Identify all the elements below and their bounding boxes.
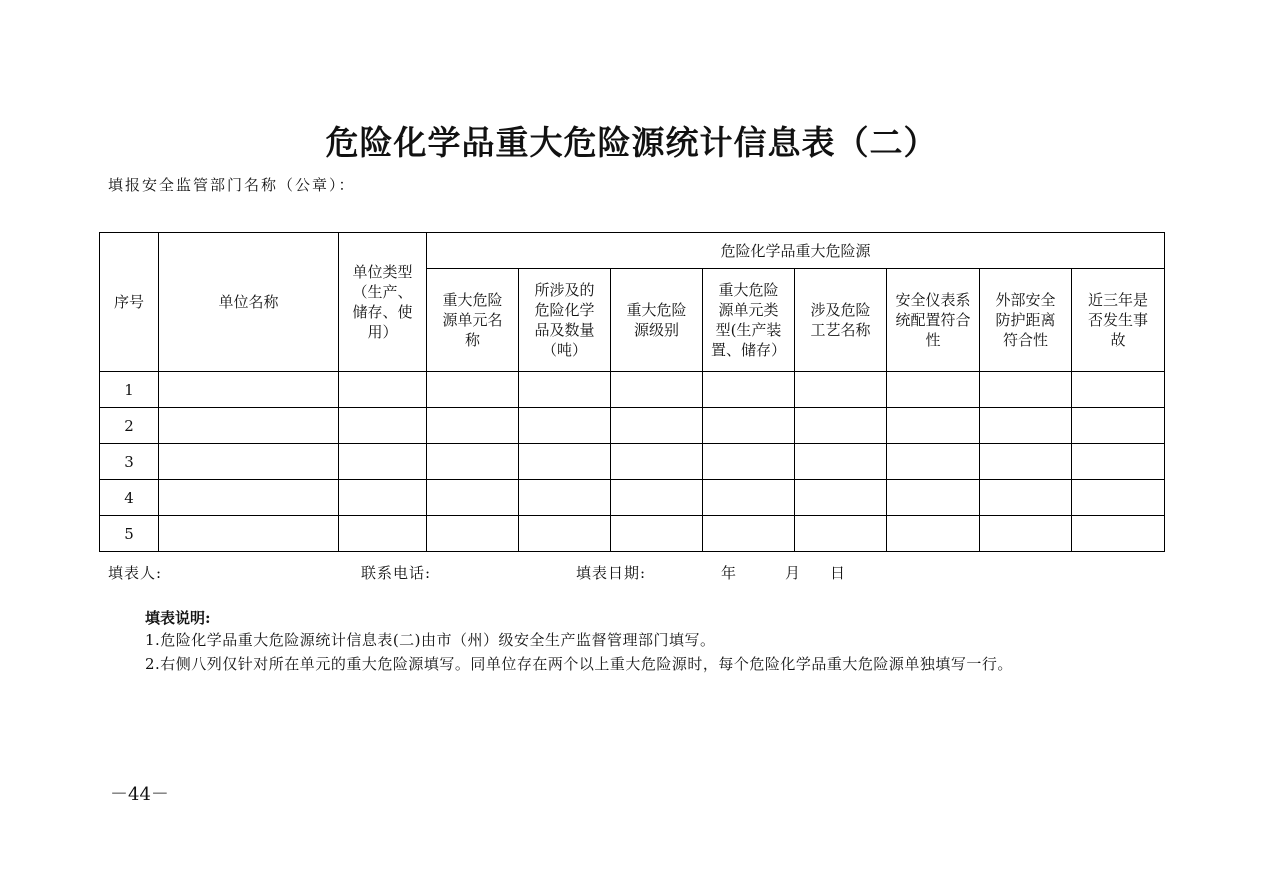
page-number: －44－ xyxy=(110,784,169,805)
table-row xyxy=(100,372,1165,408)
cell[interactable] xyxy=(795,480,887,516)
cell[interactable] xyxy=(339,372,427,408)
cell[interactable] xyxy=(339,480,427,516)
cell[interactable] xyxy=(427,444,519,480)
header-safety-distance: 外部安全 防护距离 符合性 xyxy=(980,269,1072,372)
header-unit-name: 单位名称 xyxy=(159,233,339,372)
header-safety-instrument: 安全仪表系 统配置符合 性 xyxy=(887,269,980,372)
row-number: 3 xyxy=(100,444,159,480)
cell[interactable] xyxy=(795,516,887,552)
date-label: 填表日期: xyxy=(576,564,647,582)
header-hazard-level: 重大危险 源级别 xyxy=(611,269,703,372)
cell[interactable] xyxy=(427,480,519,516)
cell[interactable] xyxy=(1072,408,1165,444)
cell[interactable] xyxy=(339,516,427,552)
row-number: 1 xyxy=(100,372,159,408)
row-number: 4 xyxy=(100,480,159,516)
cell[interactable] xyxy=(980,372,1072,408)
cell[interactable] xyxy=(703,444,795,480)
cell[interactable] xyxy=(519,444,611,480)
cell[interactable] xyxy=(887,372,980,408)
header-chemicals-quantity: 所涉及的 危险化学 品及数量 （吨） xyxy=(519,269,611,372)
cell[interactable] xyxy=(887,516,980,552)
cell[interactable] xyxy=(519,408,611,444)
row-number: 2 xyxy=(100,408,159,444)
cell[interactable] xyxy=(519,516,611,552)
cell[interactable] xyxy=(339,444,427,480)
cell[interactable] xyxy=(611,372,703,408)
cell[interactable] xyxy=(611,516,703,552)
cell[interactable] xyxy=(159,372,339,408)
header-accident-history: 近三年是 否发生事 故 xyxy=(1072,269,1165,372)
cell[interactable] xyxy=(980,408,1072,444)
hazard-source-table xyxy=(99,232,1165,552)
cell[interactable] xyxy=(1072,480,1165,516)
table-row xyxy=(100,516,1165,552)
date-month-label: 月 xyxy=(785,564,802,582)
cell[interactable] xyxy=(611,444,703,480)
header-seq: 序号 xyxy=(100,233,159,372)
cell[interactable] xyxy=(611,408,703,444)
cell[interactable] xyxy=(795,408,887,444)
cell[interactable] xyxy=(159,444,339,480)
cell[interactable] xyxy=(1072,444,1165,480)
cell[interactable] xyxy=(703,480,795,516)
cell[interactable] xyxy=(887,444,980,480)
cell[interactable] xyxy=(427,516,519,552)
cell[interactable] xyxy=(1072,516,1165,552)
date-year-label: 年 xyxy=(721,564,738,582)
filler-label: 填表人: xyxy=(108,564,163,582)
table-row xyxy=(100,444,1165,480)
phone-label: 联系电话: xyxy=(361,564,432,582)
cell[interactable] xyxy=(980,444,1072,480)
cell[interactable] xyxy=(427,372,519,408)
cell[interactable] xyxy=(339,408,427,444)
cell[interactable] xyxy=(611,480,703,516)
date-day-label: 日 xyxy=(830,564,847,582)
header-unit-type: 单位类型 （生产、 储存、使 用） xyxy=(339,233,427,372)
cell[interactable] xyxy=(519,372,611,408)
cell[interactable] xyxy=(795,444,887,480)
cell[interactable] xyxy=(159,408,339,444)
cell[interactable] xyxy=(1072,372,1165,408)
header-hazard-unit-type: 重大危险 源单元类 型(生产装 置、储存） xyxy=(703,269,795,372)
cell[interactable] xyxy=(703,372,795,408)
cell[interactable] xyxy=(703,408,795,444)
cell[interactable] xyxy=(427,408,519,444)
page-title: 危险化学品重大危险源统计信息表（二） xyxy=(325,123,938,162)
cell[interactable] xyxy=(887,408,980,444)
row-number: 5 xyxy=(100,516,159,552)
header-hazard-unit-name: 重大危险 源单元名 称 xyxy=(427,269,519,372)
cell[interactable] xyxy=(980,516,1072,552)
note-item: 2.右侧八列仅针对所在单元的重大危险源填写。同单位存在两个以上重大危险源时，每个危险化学品重大危险源单独填写一行。 xyxy=(145,655,1013,673)
note-item: 1.危险化学品重大危险源统计信息表(二)由市（州）级安全生产监督管理部门填写。 xyxy=(145,631,716,649)
cell[interactable] xyxy=(159,480,339,516)
cell[interactable] xyxy=(980,480,1072,516)
cell[interactable] xyxy=(519,480,611,516)
reporting-department-label: 填报安全监管部门名称（公章）： xyxy=(108,176,356,194)
table-row xyxy=(100,408,1165,444)
notes-title: 填表说明: xyxy=(145,609,211,627)
cell[interactable] xyxy=(703,516,795,552)
header-process-name: 涉及危险 工艺名称 xyxy=(795,269,887,372)
cell[interactable] xyxy=(887,480,980,516)
cell[interactable] xyxy=(795,372,887,408)
cell[interactable] xyxy=(159,516,339,552)
header-hazard-group: 危险化学品重大危险源 xyxy=(427,233,1165,269)
table-row xyxy=(100,480,1165,516)
